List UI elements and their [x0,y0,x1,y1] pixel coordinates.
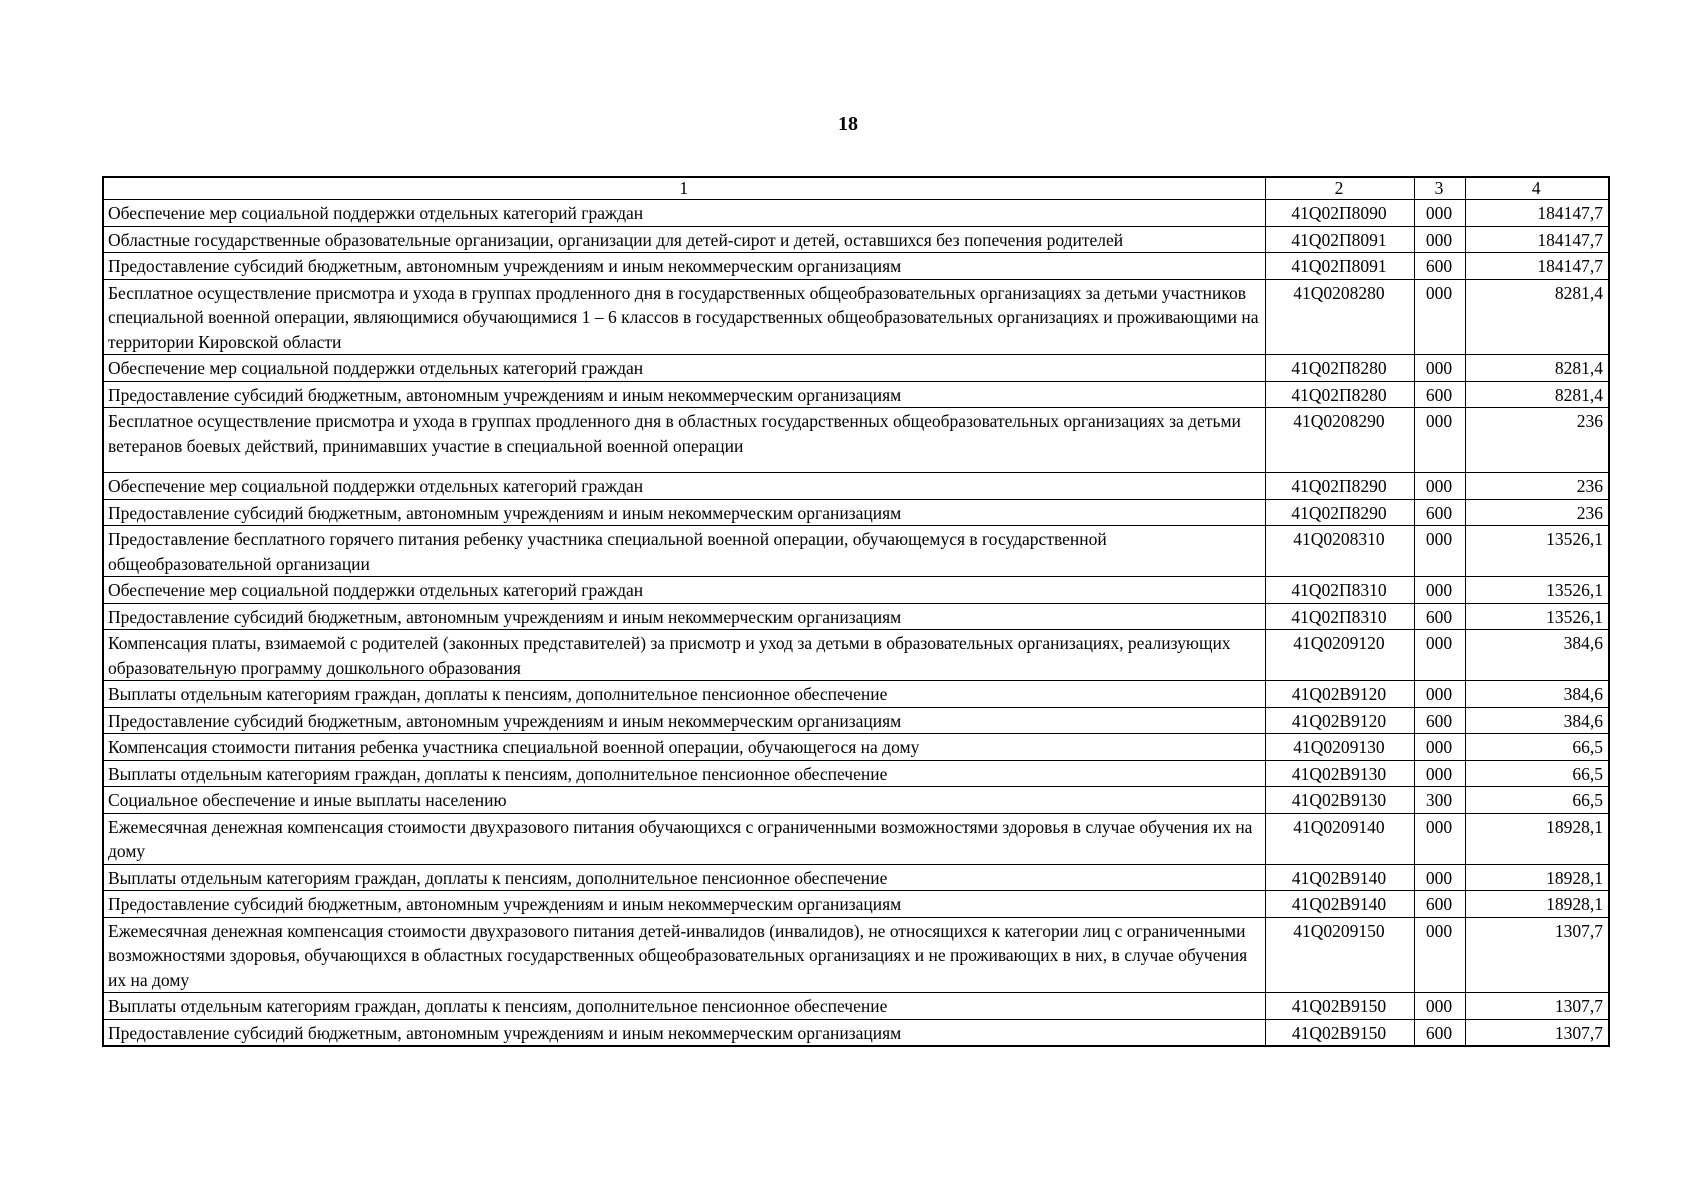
row-code-cell: 41Q02П8090 [1265,200,1414,227]
row-amount-cell: 18928,1 [1465,891,1609,918]
row-type-cell: 600 [1414,253,1465,280]
table-row [103,891,1609,918]
row-amount-cell: 66,5 [1465,787,1609,814]
row-type-cell: 000 [1414,681,1465,708]
row-name-cell: Предоставление субсидий бюджетным, автономным учреждениям и иным некоммерческим организациям [103,1019,1265,1046]
row-amount-cell: 18928,1 [1465,813,1609,864]
table-row [103,473,1609,500]
row-name-cell: Бесплатное осуществление присмотра и ухода в группах продленного дня в областных государственных общеобразовательных организациях за детьми ветеранов боевых действий, принимавших участие в специальной военной операции [103,408,1265,473]
row-code-cell: 41Q02П8091 [1265,253,1414,280]
table-row [103,993,1609,1020]
row-name-cell: Выплаты отдельным категориям граждан, доплаты к пенсиям, дополнительное пенсионное обеспечение [103,993,1265,1020]
row-amount-cell: 184147,7 [1465,253,1609,280]
row-name-cell: Обеспечение мер социальной поддержки отдельных категорий граждан [103,200,1265,227]
row-amount-cell: 13526,1 [1465,603,1609,630]
table-body [103,200,1609,1047]
row-name-cell: Областные государственные образовательные организации, организации для детей-сирот и детей, оставшихся без попечения родителей [103,226,1265,253]
row-type-cell: 000 [1414,813,1465,864]
page-number: 18 [838,113,858,135]
row-code-cell: 41Q02В9130 [1265,760,1414,787]
budget-table [102,176,1610,1047]
row-amount-cell: 1307,7 [1465,993,1609,1020]
row-type-cell: 000 [1414,864,1465,891]
row-type-cell: 000 [1414,355,1465,382]
row-type-cell: 000 [1414,993,1465,1020]
row-code-cell: 41Q0209130 [1265,734,1414,761]
table-row [103,200,1609,227]
row-amount-cell: 66,5 [1465,760,1609,787]
row-name-cell: Выплаты отдельным категориям граждан, доплаты к пенсиям, дополнительное пенсионное обеспечение [103,864,1265,891]
row-name-cell: Обеспечение мер социальной поддержки отдельных категорий граждан [103,355,1265,382]
table-row [103,681,1609,708]
row-type-cell: 000 [1414,526,1465,577]
row-type-cell: 000 [1414,226,1465,253]
row-type-cell: 300 [1414,787,1465,814]
header-col-2: 2 [1265,177,1414,200]
row-amount-cell: 184147,7 [1465,226,1609,253]
table-row [103,760,1609,787]
row-code-cell: 41Q02П8290 [1265,499,1414,526]
table-row [103,577,1609,604]
row-code-cell: 41Q02В9140 [1265,864,1414,891]
row-type-cell: 000 [1414,279,1465,355]
row-type-cell: 000 [1414,760,1465,787]
row-code-cell: 41Q02В9120 [1265,681,1414,708]
row-name-cell: Предоставление субсидий бюджетным, автономным учреждениям и иным некоммерческим организациям [103,707,1265,734]
row-type-cell: 600 [1414,707,1465,734]
row-code-cell: 41Q02В9150 [1265,1019,1414,1046]
row-amount-cell: 8281,4 [1465,355,1609,382]
row-amount-cell: 8281,4 [1465,381,1609,408]
row-code-cell: 41Q02В9120 [1265,707,1414,734]
row-type-cell: 000 [1414,630,1465,681]
header-col-1: 1 [103,177,1265,200]
row-amount-cell: 236 [1465,473,1609,500]
table-row [103,917,1609,993]
table-header [103,177,1609,200]
table-row [103,408,1609,473]
row-name-cell: Компенсация платы, взимаемой с родителей (законных представителей) за присмотр и уход за детьми в образовательных организациях, реализующих образовательную программу дошкольного образования [103,630,1265,681]
row-amount-cell: 384,6 [1465,630,1609,681]
row-amount-cell: 18928,1 [1465,864,1609,891]
row-code-cell: 41Q02П8310 [1265,577,1414,604]
row-name-cell: Выплаты отдельным категориям граждан, доплаты к пенсиям, дополнительное пенсионное обеспечение [103,681,1265,708]
row-code-cell: 41Q0209150 [1265,917,1414,993]
row-name-cell: Выплаты отдельным категориям граждан, доплаты к пенсиям, дополнительное пенсионное обеспечение [103,760,1265,787]
header-col-4: 4 [1465,177,1609,200]
header-row [103,177,1609,200]
row-code-cell: 41Q0208310 [1265,526,1414,577]
row-amount-cell: 184147,7 [1465,200,1609,227]
row-type-cell: 000 [1414,473,1465,500]
table-row [103,381,1609,408]
row-amount-cell: 13526,1 [1465,526,1609,577]
row-code-cell: 41Q0208280 [1265,279,1414,355]
row-type-cell: 600 [1414,603,1465,630]
row-amount-cell: 66,5 [1465,734,1609,761]
table-row [103,864,1609,891]
row-code-cell: 41Q02В9140 [1265,891,1414,918]
header-col-3: 3 [1414,177,1465,200]
row-amount-cell: 8281,4 [1465,279,1609,355]
row-amount-cell: 1307,7 [1465,917,1609,993]
row-code-cell: 41Q02В9150 [1265,993,1414,1020]
row-code-cell: 41Q02П8280 [1265,355,1414,382]
row-name-cell: Предоставление субсидий бюджетным, автономным учреждениям и иным некоммерческим организациям [103,891,1265,918]
table-row [103,355,1609,382]
row-type-cell: 600 [1414,499,1465,526]
row-name-cell: Предоставление субсидий бюджетным, автономным учреждениям и иным некоммерческим организациям [103,381,1265,408]
row-code-cell: 41Q02В9130 [1265,787,1414,814]
row-amount-cell: 1307,7 [1465,1019,1609,1046]
row-name-cell: Предоставление бесплатного горячего питания ребенку участника специальной военной операции, обучающемуся в государственной общеобразовательной организации [103,526,1265,577]
row-name-cell: Ежемесячная денежная компенсация стоимости двухразового питания обучающихся с ограниченными возможностями здоровья в случае обучения их на дому [103,813,1265,864]
row-name-cell: Предоставление субсидий бюджетным, автономным учреждениям и иным некоммерческим организациям [103,603,1265,630]
row-type-cell: 000 [1414,200,1465,227]
row-amount-cell: 236 [1465,499,1609,526]
table-row [103,813,1609,864]
row-code-cell: 41Q0209120 [1265,630,1414,681]
table-row [103,630,1609,681]
row-name-cell: Социальное обеспечение и иные выплаты населению [103,787,1265,814]
table-row [103,226,1609,253]
row-type-cell: 600 [1414,381,1465,408]
row-name-cell: Предоставление субсидий бюджетным, автономным учреждениям и иным некоммерческим организациям [103,253,1265,280]
row-amount-cell: 236 [1465,408,1609,473]
table-row [103,526,1609,577]
table-row [103,253,1609,280]
row-code-cell: 41Q0208290 [1265,408,1414,473]
table-row [103,499,1609,526]
row-amount-cell: 384,6 [1465,707,1609,734]
row-type-cell: 600 [1414,891,1465,918]
row-code-cell: 41Q02П8290 [1265,473,1414,500]
row-type-cell: 600 [1414,1019,1465,1046]
table-row [103,1019,1609,1046]
row-name-cell: Ежемесячная денежная компенсация стоимости двухразового питания детей-инвалидов (инвалидов), не относящихся к категории лиц с ограниченными возможностями здоровья, обучающихся в областных государственных общеобразовательных организациях и не проживающих в них, в случае обучения их на дому [103,917,1265,993]
row-type-cell: 000 [1414,734,1465,761]
table-row [103,787,1609,814]
row-amount-cell: 384,6 [1465,681,1609,708]
row-code-cell: 41Q0209140 [1265,813,1414,864]
row-amount-cell: 13526,1 [1465,577,1609,604]
table-row [103,734,1609,761]
table-row [103,603,1609,630]
row-code-cell: 41Q02П8091 [1265,226,1414,253]
row-name-cell: Компенсация стоимости питания ребенка участника специальной военной операции, обучающегося на дому [103,734,1265,761]
row-type-cell: 000 [1414,917,1465,993]
row-type-cell: 000 [1414,408,1465,473]
row-name-cell: Обеспечение мер социальной поддержки отдельных категорий граждан [103,577,1265,604]
row-code-cell: 41Q02П8310 [1265,603,1414,630]
row-name-cell: Обеспечение мер социальной поддержки отдельных категорий граждан [103,473,1265,500]
row-name-cell: Бесплатное осуществление присмотра и ухода в группах продленного дня в государственных общеобразовательных организациях за детьми участников специальной военной операции, являющимися обучающимися 1 – 6 классов в государственных общеобразовательных организациях и проживающими на территории Кировской области [103,279,1265,355]
row-code-cell: 41Q02П8280 [1265,381,1414,408]
table-row [103,707,1609,734]
row-type-cell: 000 [1414,577,1465,604]
row-name-cell: Предоставление субсидий бюджетным, автономным учреждениям и иным некоммерческим организациям [103,499,1265,526]
table-row [103,279,1609,355]
